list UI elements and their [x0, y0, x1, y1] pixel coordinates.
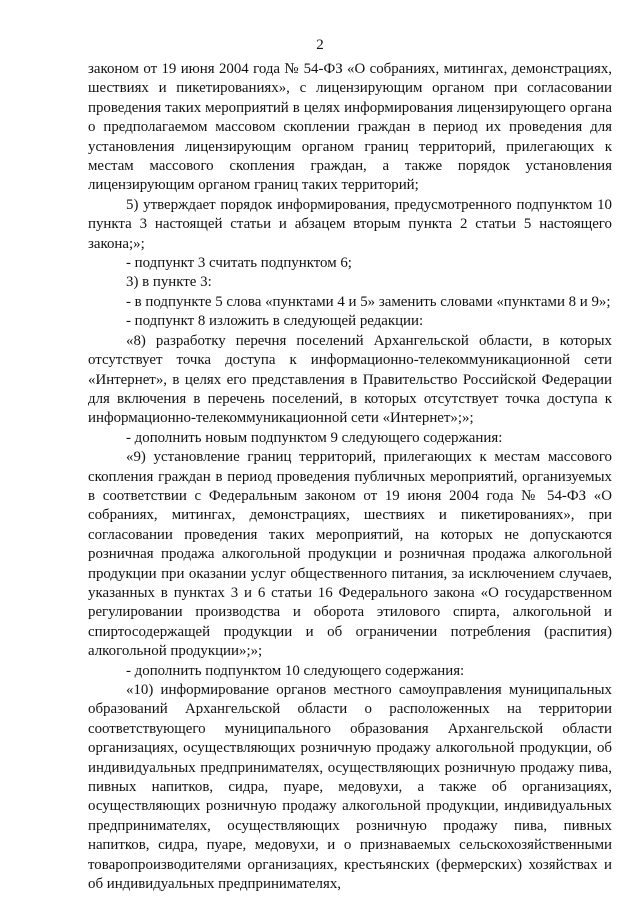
page-number: 2	[316, 37, 324, 53]
paragraph-5: - в подпункте 5 слова «пунктами 4 и 5» заменить словами «пунктами 8 и 9»;	[126, 293, 611, 310]
paragraph-7: «8) разработку перечня поселений Архангельской области, в которых отсутствует точка доступа к информационно-телекоммуникационной сети «Интернет», в целях его представления в Правительство Российской Федерации для включения в перечень поселений, в которых отсутствует точка доступа к информационно-телекоммуникационной сети «Интернет»;»;	[88, 332, 612, 427]
paragraph-1: законом от 19 июня 2004 года № 54-ФЗ «О собраниях, митингах, демонстрациях, шествиях и пикетированиях», с лицензирующим органом при согласовании проведения таких мероприятий в целях информирования лицензирующего органа о предполагаемом массовом скоплении граждан в период их проведения для установления лицензирующим органом границ территорий, прилегающих к местам массового скопления граждан, а также порядок установления лицензирующим органом границ таких территорий;	[88, 61, 612, 194]
paragraph-4: 3) в пункте 3:	[126, 274, 212, 291]
paragraph-11: «10) информирование органов местного самоуправления муниципальных образований Архангельской области о расположенных на территории соответствующего муниципального образования Архангельской области организациях, осуществляющих розничную продажу алкогольной продукции, об индивидуальных предпринимателях, осуществляющих розничную продажу пива, пивных напитков, сидра, пуаре, медовухи, а также об организациях, осуществляющих розничную продажу алкогольной продукции, индивидуальных предпринимателях, осуществляющих розничную продажу пива, пивных напитков, сидра, пуаре, медовухи, и о признаваемых сельскохозяйственными товаропроизводителями организациях, крестьянских (фермерских) хозяйствах и об индивидуальных предпринимателях,	[88, 682, 612, 893]
paragraph-10: - дополнить подпунктом 10 следующего содержания:	[126, 662, 465, 679]
document-body	[88, 60, 612, 894]
paragraph-9: «9) установление границ территорий, прилегающих к местам массового скопления граждан в период проведения публичных мероприятий, организуемых в соответствии с Федеральным законом от 19 июня 2004 года № 54-ФЗ «О собраниях, митингах, демонстрациях, шествиях и пикетированиях», при согласовании проведения таких мероприятий, на которых не допускаются розничная продажа алкогольной продукции и розничная продажа алкогольной продукции при оказании услуг общественного питания, за исключением случаев, указанных в пунктах 3 и 6 статьи 16 Федерального закона «О государственном регулировании производства и оборота этилового спирта, алкогольной и спиртосодержащей продукции и об ограничении потребления (распития) алкогольной продукции»;»;	[88, 449, 612, 660]
paragraph-3: - подпункт 3 считать подпунктом 6;	[126, 255, 352, 272]
paragraph-6: - подпункт 8 изложить в следующей редакции:	[126, 313, 424, 330]
paragraph-8: - дополнить новым подпунктом 9 следующего содержания:	[126, 429, 503, 446]
paragraph-2: 5) утверждает порядок информирования, предусмотренного подпунктом 10 пункта 3 настоящей статьи и абзацем вторым пункта 2 статьи 5 настоящего закона;»;	[88, 196, 612, 252]
